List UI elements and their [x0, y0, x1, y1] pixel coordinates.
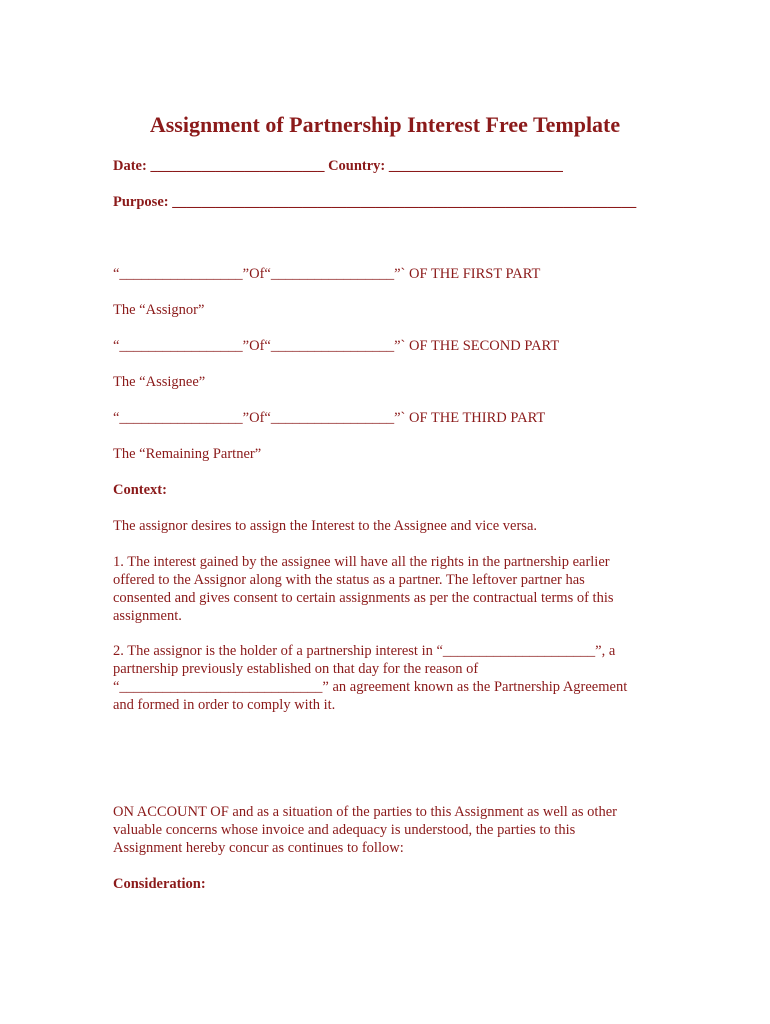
context-heading: Context: [113, 482, 167, 498]
remaining-partner-label: The “Remaining Partner” [113, 446, 262, 462]
context-intro: The assignor desires to assign the Interest to the Assignee and vice versa. [113, 518, 538, 534]
date-country-line: Date: ________________________ Country: ________________________ [113, 158, 563, 174]
consideration-heading: Consideration: [113, 876, 206, 892]
document-title: Assignment of Partnership Interest Free Template [149, 112, 621, 137]
assignee-label: The “Assignee” [113, 374, 206, 390]
first-party-line: “_________________”Of“_________________”` OF THE FIRST PART [113, 266, 541, 282]
clause-1-paragraph: 1. The interest gained by the assignee will have all the rights in the partnership earlier offered to the Assignor along with the status as a partner. The leftover partner has consented and gives consent to certain assignments as per the contractual terms of this assignment. [113, 554, 614, 624]
clause-2-paragraph: 2. The assignor is the holder of a partnership interest in “_____________________”, a partnership previously established on that day for the reason of “____________________________” an agreement known as the Partnership Agreement and formed in order to comply with it. [113, 643, 628, 713]
second-party-line: “_________________”Of“_________________”` OF THE SECOND PART [113, 338, 560, 354]
assignor-label: The “Assignor” [113, 302, 205, 318]
third-party-line: “_________________”Of“_________________”` OF THE THIRD PART [113, 410, 546, 426]
on-account-paragraph: ON ACCOUNT OF and as a situation of the parties to this Assignment as well as other valuable concerns whose invoice and adequacy is understood, the parties to this Assignment hereby concur as continues to follow: [113, 804, 617, 856]
purpose-line: Purpose: ________________________________________________________________ [113, 194, 637, 210]
